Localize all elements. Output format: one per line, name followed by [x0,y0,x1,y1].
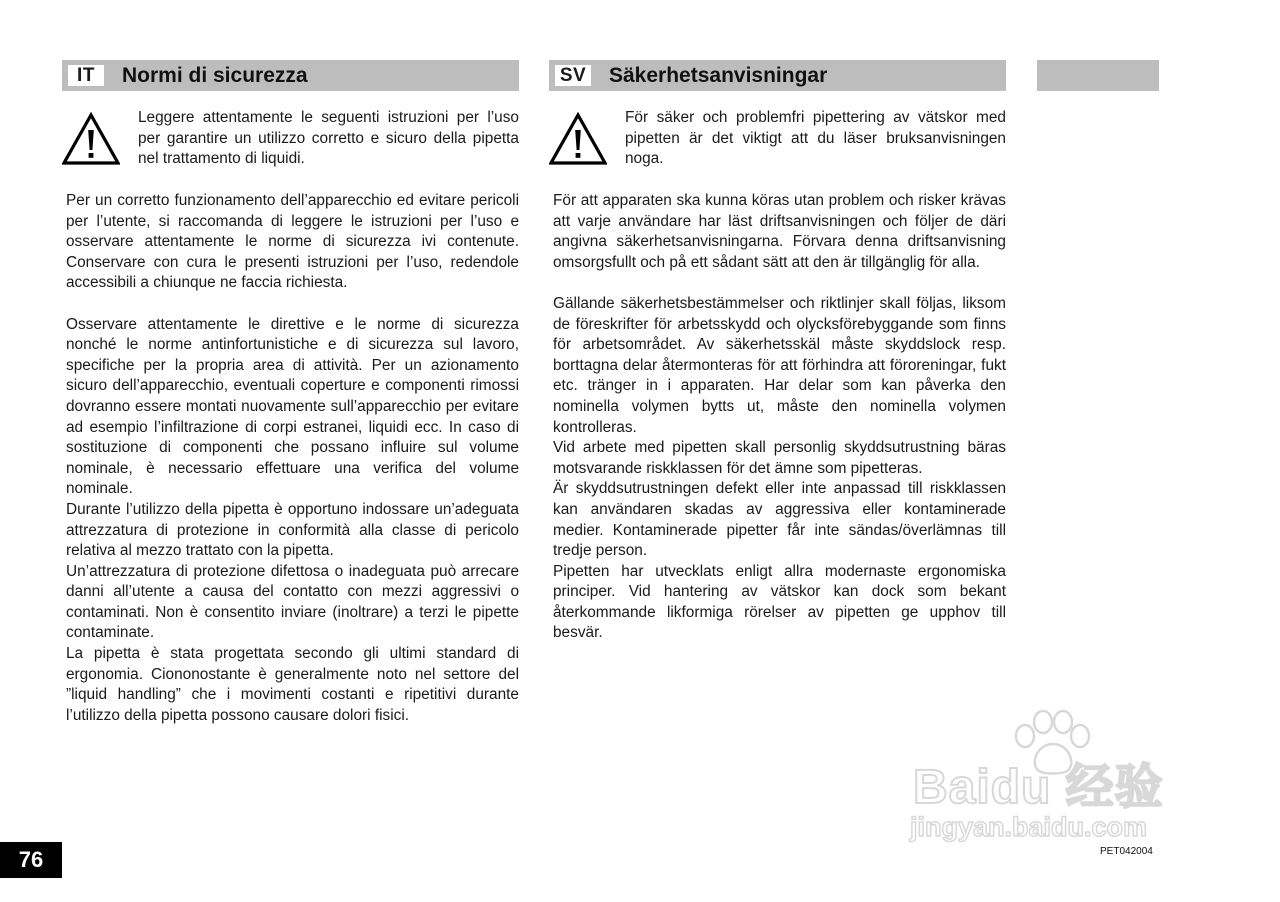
intro-text-sv: För säker och problemfri pipettering av vätskor med pipetten är det viktigt att du läser bruksanvisningen noga. [625,109,1006,168]
body-text-it [66,191,519,726]
watermark-domain: jingyan.baidu.com [910,812,1148,842]
watermark [905,708,1205,853]
section-title-sv: Säkerhetsanvisningar [609,63,828,87]
document-code: PET042004 [1100,846,1153,857]
language-code-sv: SV [555,65,591,86]
header-bar-sv [549,60,1006,91]
watermark-brand: Baidu 经验 [913,761,1164,814]
warning-icon [549,112,607,166]
paragraph: Gällande säkerhetsbestämmelser och riktlinjer skall följas, liksom de föreskrifter för arbetsskydd och olycksförebyggande som finns för arbetsområdet. Av säkerhetsskäl måste skyddslock resp. borttagna delar återmonteras för att förhindra att föroreningar, fukt etc. tränger in i apparaten. Har delar som kan påverka den nominella volymen bytts ut, måste den nominella volymen kontrolleras. [553,294,1006,436]
paragraph: Durante l’utilizzo della pipetta è opportuno indossare un’adeguata attrezzatura di protezione in conformità alla classe di pericolo relativa al mezzo trattato con la pipetta. [66,500,519,560]
intro-text-it: Leggere attentamente le seguenti istruzioni per l’uso per garantire un utilizzo corretto e sicuro della pipetta nel trattamento di liquidi. [138,109,519,168]
page-number: 76 [0,842,62,878]
paragraph: Är skyddsutrustningen defekt eller inte anpassad till riskklassen kan användaren skadas av aggressiva eller kontaminerade medier. Kontaminerade pipetter får inte sändas/överlämnas till tredje person. [553,480,1006,560]
paragraph: Vid arbete med pipetten skall personlig skyddsutrustning bäras motsvarande riskklassen för det ämne som pipetteras. [553,439,1006,477]
paragraph: Un’attrezzatura di protezione difettosa o inadeguata può arrecare danni all’utente a causa del contatto con mezzi aggressivi o contaminati. Non è consentito inviare (inoltrare) a terzi le pipette contaminate. [66,562,519,642]
section-title-it: Normi di sicurezza [122,63,308,87]
paragraph: För att apparaten ska kunna köras utan problem och risker krävas att varje användare har läst driftsanvisningen och följer de däri angivna säkerhetsanvisningarna. Förvara denna driftsanvisning omsorgsfullt och på ett sådant sätt att den är tillgänglig för alla. [553,192,1006,271]
paragraph: Per un corretto funzionamento dell’apparecchio ed evitare pericoli per l’utente, si raccomanda di leggere le istruzioni per l’uso e osservare attentamente le norme di sicurezza ivi contenute. Conservare con cura le presenti istruzioni per l’uso, redendole accessibili a chiunque ne faccia richiesta. [66,192,519,292]
paragraph: Osservare attentamente le direttive e le norme di sicurezza nonché le norme antinfortunistiche e di sicurezza sul lavoro, specifiche per la propria area di attività. Per un azionamento sicuro dell’apparecchio, eventuali coperture e componenti rimossi dovranno essere montati nuovamente sull’apparecchio per evitare ad esempio l’infiltrazione di corpi estranei, liquidi ecc. In caso di sostituzione di componenti che possano influire sul volume nominale, è necessario effettuare una verifica del volume nominale. [66,315,519,498]
header-bar-it [62,60,519,91]
body-text-sv [553,191,1006,644]
paragraph: La pipetta è stata progettata secondo gli ultimi standard di ergonomia. Ciononostante è generalmente noto nel settore del ”liquid handling” che i movimenti costanti e ripetitivi durante l’utilizzo della pipetta possono causare dolori fisici. [66,645,519,724]
warning-icon [62,112,120,166]
paragraph: Pipetten har utvecklats enligt allra modernaste ergonomiska principer. Vid hantering av vätskor kan dock som bekant återkommande likformiga rörelser av pipetten ge upphov till besvär. [553,562,1006,642]
language-code-it: IT [68,65,104,86]
header-bar-empty [1037,60,1159,91]
